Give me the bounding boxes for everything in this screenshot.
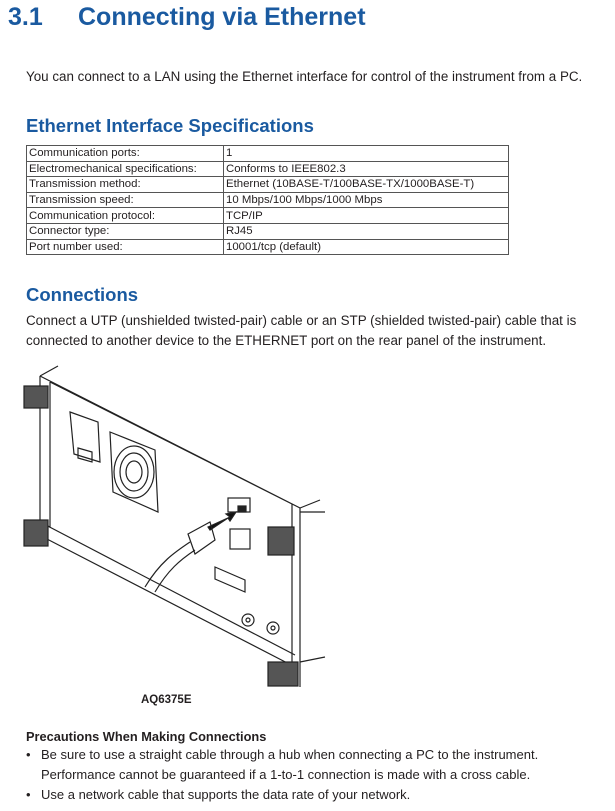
intro-paragraph: You can connect to a LAN using the Ethernet interface for control of the instrument from a PC. xyxy=(26,69,583,84)
spec-key: Electromechanical specifications: xyxy=(27,161,224,177)
spec-row xyxy=(27,223,509,239)
fan-icon xyxy=(110,432,158,512)
precaution-item: • Be sure to use a straight cable through a hub when connecting a PC to the instrument. Performance cannot be guaranteed if a 1-to-1 connection is made with a cross cable. xyxy=(26,745,606,785)
spec-table xyxy=(26,145,509,255)
connections-heading: Connections xyxy=(26,284,139,305)
rear-panel-illustration xyxy=(10,362,330,692)
spec-key: Transmission method: xyxy=(27,177,224,193)
precaution-item: • Use a network cable that supports the data rate of your network. xyxy=(26,785,606,805)
spec-value: Ethernet (10BASE-T/100BASE-TX/1000BASE-T) xyxy=(224,177,509,193)
spec-value: Conforms to IEEE802.3 xyxy=(224,161,509,177)
spec-value: 10 Mbps/100 Mbps/1000 Mbps xyxy=(224,192,509,208)
section-title: Connecting via Ethernet xyxy=(78,3,366,31)
precautions-list xyxy=(26,745,606,805)
spec-row xyxy=(27,208,509,224)
connectors xyxy=(215,567,279,634)
spec-value: RJ45 xyxy=(224,223,509,239)
spec-key: Communication protocol: xyxy=(27,208,224,224)
figure-caption: AQ6375E xyxy=(141,694,192,706)
spec-row xyxy=(27,192,509,208)
precautions-title: Precautions When Making Connections xyxy=(26,729,267,744)
page-title xyxy=(8,3,366,32)
spec-value: TCP/IP xyxy=(224,208,509,224)
ethernet-cable-icon xyxy=(145,522,215,592)
spec-key: Transmission speed: xyxy=(27,192,224,208)
spec-row xyxy=(27,177,509,193)
spec-key: Connector type: xyxy=(27,223,224,239)
section-number: 3.1 xyxy=(8,3,43,31)
corner-feet xyxy=(24,386,298,686)
spec-key: Port number used: xyxy=(27,239,224,255)
connections-paragraph: Connect a UTP (unshielded twisted-pair) cable or an STP (shielded twisted-pair) cable that is connected to another device to the ETHERNET port on the rear panel of the instrument. xyxy=(26,313,577,348)
spec-row xyxy=(27,239,509,255)
ethernet-port-icon xyxy=(228,498,250,549)
spec-value: 1 xyxy=(224,146,509,162)
spec-row xyxy=(27,146,509,162)
spec-value: 10001/tcp (default) xyxy=(224,239,509,255)
arrow-icon xyxy=(208,512,236,530)
spec-key: Communication ports: xyxy=(27,146,224,162)
spec-row xyxy=(27,161,509,177)
spec-heading: Ethernet Interface Specifications xyxy=(26,115,314,136)
